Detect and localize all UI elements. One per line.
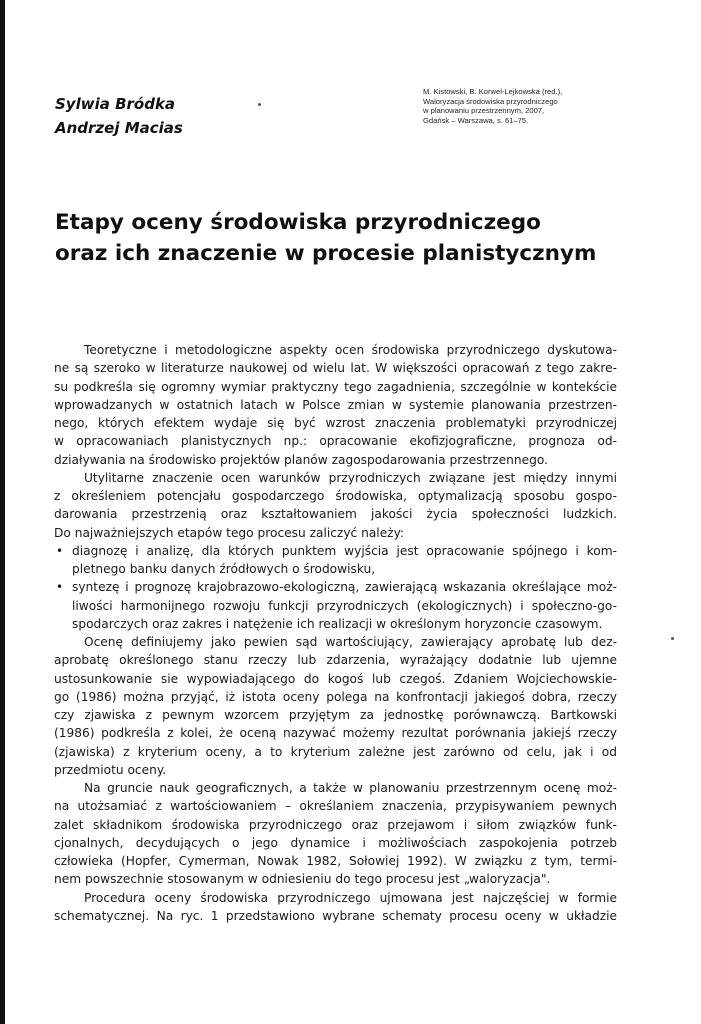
bullet-icon: • bbox=[56, 580, 64, 595]
text-line: nem powszechnie stosowanym w odniesieniu do tego procesu jest „waloryzacja". bbox=[54, 872, 551, 887]
text-line: działywania na środowisko projektów planów zagospodarowania przestrzennego. bbox=[54, 452, 548, 467]
bullet-item bbox=[54, 542, 617, 579]
text-line: Do najważniejszych etapów tego procesu zaliczyć należy: bbox=[54, 525, 405, 540]
text-line: czy zjawiska z pewnym wzorcem przyjętym za jednostkę porównawczą. Bartkowski bbox=[54, 708, 617, 722]
text-line: w opracowaniach planistycznych np.: opracowanie ekofizjograficzne, prognoza od- bbox=[54, 434, 617, 449]
text-line: su podkreśla się ogromny wymiar praktyczny tego zagadnienia, szczególnie w kontekście bbox=[54, 379, 617, 394]
text-line: spodarczych oraz zakres i natężenie ich realizacji w określonym horyzoncie czasowym. bbox=[72, 616, 603, 631]
scan-speck bbox=[671, 637, 674, 640]
citation-line: w planowaniu przestrzennym, 2007, bbox=[423, 106, 545, 116]
paragraph bbox=[54, 341, 617, 469]
bullet-line bbox=[54, 578, 617, 596]
citation-block bbox=[423, 87, 623, 125]
text-line: (1986) podkreśla z kolei, że oceną nazywać możemy rezultat porównania jakiejś rzeczy bbox=[54, 726, 617, 741]
text-line: Teoretyczne i metodologiczne aspekty ocen środowiska przyrodniczego dyskutowa- bbox=[84, 343, 617, 357]
bullet-item bbox=[54, 578, 617, 633]
text-line: ustosunkowanie sie wypowiadającego do kogoś lub czegoś. Zdaniem Wojciechowskie- bbox=[54, 671, 617, 686]
author-name: Sylwia Bródka bbox=[55, 95, 176, 113]
text-line: ne są szeroko w literaturze naukowej od wielu lat. W większości opracowań z tego zakre- bbox=[54, 361, 617, 376]
article-title bbox=[55, 207, 655, 269]
text-line: syntezę i prognozę krajobrazowo-ekologiczną, zawierającą wskazania określające moż- bbox=[72, 580, 617, 595]
text-line: z określeniem potencjału gospodarczego środowiska, optymalizacją sposobu gospo- bbox=[54, 489, 617, 503]
text-line: cjonalnych, decydujących o jego dynamice i możliwościach zaspokojenia potrzeb bbox=[54, 835, 617, 850]
citation-line: Waloryzacja środowiska przyrodniczego bbox=[423, 96, 558, 106]
title-line: Etapy oceny środowiska przyrodniczego bbox=[55, 210, 541, 235]
scan-edge-shadow bbox=[0, 0, 5, 1024]
text-line: go (1986) można przyjąć, iż istota oceny polega na konfrontacji jakiegoś dobra, rzeczy bbox=[54, 689, 617, 704]
paragraph bbox=[54, 469, 617, 542]
text-line: Na gruncie nauk geograficznych, a także w planowaniu przestrzennym ocenę moż- bbox=[84, 781, 617, 795]
text-line: Procedura oceny środowiska przyrodniczego ujmowana jest najczęściej w formie bbox=[84, 890, 617, 905]
text-line: (zjawiska) z kryterium oceny, a to kryterium zależne jest zarówno od celu, jak i od bbox=[54, 744, 617, 759]
text-line: pletnego banku danych źródłowych o środowisku, bbox=[72, 562, 376, 576]
text-line: darowania przestrzenią oraz kształtowaniem jakości życia społeczności ludzkich. bbox=[54, 507, 617, 522]
author-block bbox=[55, 92, 183, 140]
text-line: Ocenę definiujemy jako pewien sąd wartościujący, zawierający aprobatę lub dez- bbox=[84, 635, 617, 649]
citation-line: M. Kistowski, B. Korwel-Lejkowska (red.), bbox=[423, 87, 563, 96]
text-line: zalet składnikom środowiska przyrodniczego oraz przejawom i siłom związków funk- bbox=[54, 817, 617, 832]
text-line: diagnozę i analizę, dla których punktem wyjścia jest opracowanie spójnego i kom- bbox=[72, 543, 617, 558]
bullet-icon: • bbox=[56, 543, 64, 558]
text-line: liwości harmonijnego rozwoju funkcji przyrodniczych (ekologicznych) i społeczno-go- bbox=[72, 598, 617, 613]
text-line: aprobatę określonego stanu rzeczy lub zdarzenia, wyrażający dodatnie lub ujemne bbox=[54, 653, 617, 668]
bullet-line bbox=[54, 542, 617, 560]
paragraph bbox=[54, 633, 617, 779]
paragraph bbox=[54, 889, 617, 926]
text-line: na utożsamiać z wartościowaniem – określaniem znaczenia, przypisywaniem pewnych bbox=[54, 799, 617, 814]
text-line: nego, których efektem wydaje się być wzrost znaczenia problematyki przyrodniczej bbox=[54, 416, 617, 430]
text-line: wprowadzanych w ostatnich latach w Polsce zmian w systemie planowania przestrzen- bbox=[54, 397, 617, 412]
article-body bbox=[54, 341, 617, 925]
text-line: człowieka (Hopfer, Cymerman, Nowak 1982, Sołowiej 1992). W związku z tym, termi- bbox=[54, 854, 617, 868]
paragraph bbox=[54, 779, 617, 889]
author-name: Andrzej Macias bbox=[55, 119, 183, 137]
citation-line: Gdańsk – Warszawa, s. 61–75. bbox=[423, 115, 529, 125]
scan-speck bbox=[258, 103, 261, 106]
title-line: oraz ich znaczenie w procesie planistycznym bbox=[55, 241, 597, 266]
text-line: schematycznej. Na ryc. 1 przedstawiono wybrane schematy procesu oceny w układzie bbox=[54, 908, 617, 923]
text-line: przedmiotu oceny. bbox=[54, 762, 167, 777]
text-line: Utylitarne znaczenie ocen warunków przyrodniczych związane jest między innymi bbox=[84, 470, 617, 485]
